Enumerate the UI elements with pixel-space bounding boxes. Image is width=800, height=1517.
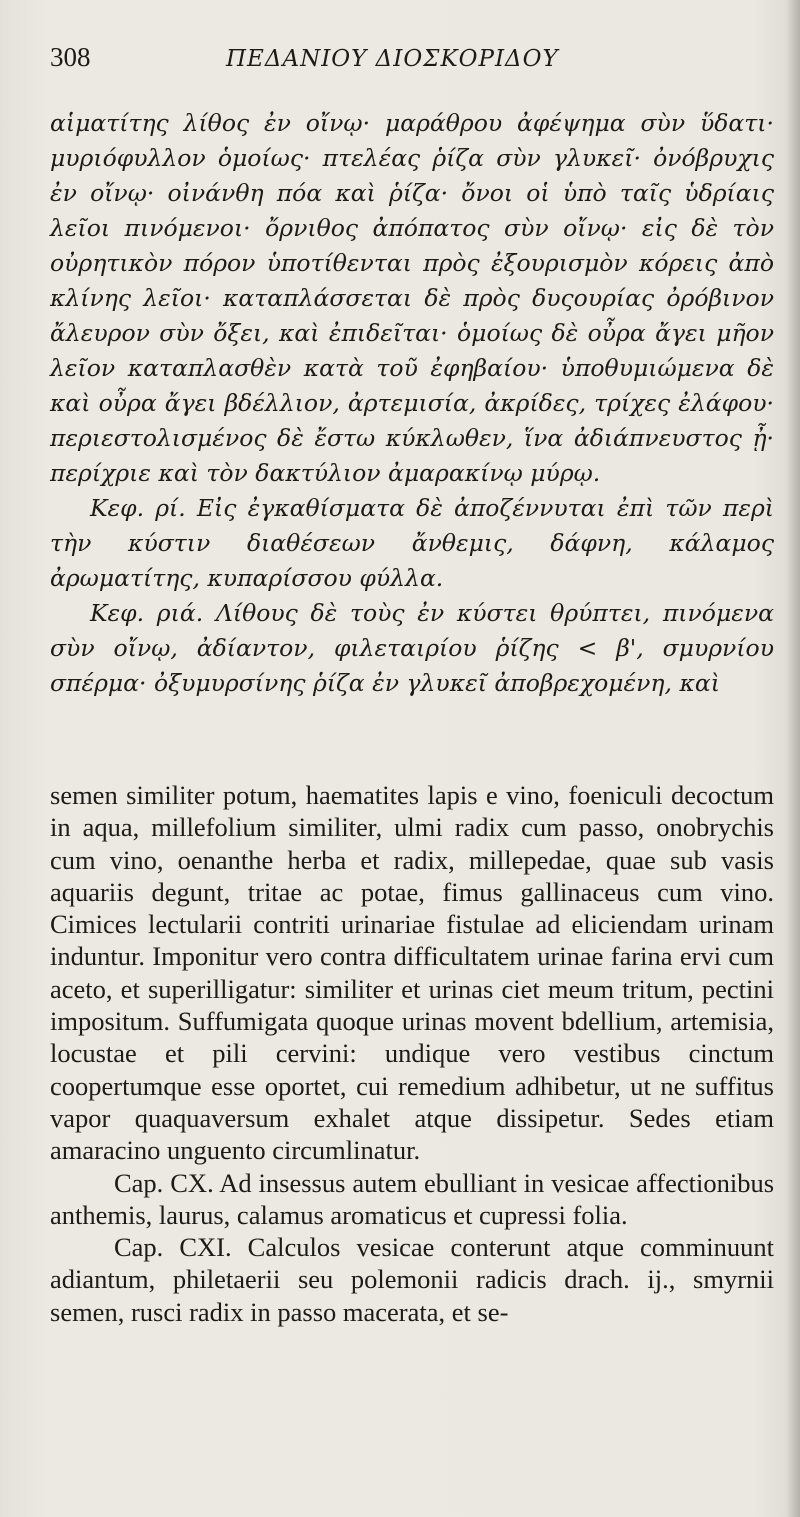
- latin-chapter-111-label: Cap. CXI.: [114, 1232, 232, 1263]
- latin-chapter-111: [50, 1231, 774, 1328]
- greek-chapter-110: [50, 491, 774, 596]
- greek-chapter-111-text: Λίθους δὲ τοὺς ἐν κύστει θρύπτει, πινόμενα σὺν οἴνῳ, ἀδίαντον, φιλεταιρίου ῥίζης < β', σμυρνίου σπέρμα· ὀξυμυρσίνης ῥίζα ἐν γλυκεῖ ἀποβρεχομένη, καὶ: [50, 599, 774, 697]
- section-gap: [50, 701, 774, 779]
- running-title: ΠΕΔΑΝΙΟΥ ΔΙΟΣΚΟΡΙΔΟΥ: [226, 46, 559, 72]
- greek-chapter-110-label: Κεφ. ρί.: [90, 494, 186, 522]
- greek-chapter-110-text: Εἰς ἐγκαθίσματα δὲ ἀποζέννυται ἐπὶ τῶν περὶ τὴν κύστιν διαθέσεων ἄνθεμις, δάφνη, κάλαμος ἀρωματίτης, κυπαρίσσου φύλλα.: [50, 494, 774, 592]
- page-number: 308: [50, 42, 91, 72]
- latin-chapter-110-label: Cap. CX.: [114, 1167, 214, 1198]
- greek-chapter-111: [50, 596, 774, 701]
- binding-shadow: [786, 0, 800, 1517]
- greek-paragraph: αἱματίτης λίθος ἐν οἴνῳ· μαράθρου ἀφέψημα σὺν ὕδατι· μυριόφυλλον ὁμοίως· πτελέας ῥίζα σὺν γλυκεῖ· ὀνόβρυχις ἐν οἴνῳ· οἰνάνθη πόα καὶ ῥίζα· ὄνοι οἱ ὑπὸ ταῖς ὑδρίαις λεῖοι πινόμενοι· ὄρνιθος ἀπόπατος σὺν οἴνῳ· εἰς δὲ τὸν οὐρητικὸν πόρον ὑποτίθενται πρὸς ἐξουρισμὸν κόρεις ἀπὸ κλίνης λεῖοι· καταπλάσσεται δὲ πρὸς δυςουρίας ὀρόβινον ἄλευρον σὺν ὄξει, καὶ ἐπιδεῖται· ὁμοίως δὲ οὖρα ἄγει μῆον λεῖον καταπλασθὲν κατὰ τοῦ ἐφηβαίου· ὑποθυμιώμενα δὲ καὶ οὖρα ἄγει βδέλλιον, ἀρτεμισία, ἀκρίδες, τρίχες ἐλάφου· περιεστολισμένος δὲ ἔστω κύκλωθεν, ἵνα ἀδιάπνευστος ᾖ· περίχριε καὶ τὸν δακτύλιον ἀμαρακίνῳ μύρῳ.: [50, 109, 774, 487]
- latin-chapter-110: [50, 1167, 774, 1232]
- latin-text-block: [50, 779, 774, 1328]
- latin-chapter-110-text: Ad insessus autem ebulliant in vesicae affectionibus anthemis, laurus, calamus aromaticus et cupressi folia.: [50, 1167, 775, 1230]
- greek-text-block: [50, 106, 774, 701]
- running-head: [50, 38, 774, 84]
- latin-chapter-111-text: Calculos vesicae conterunt atque comminuunt adiantum, philetaerii seu polemonii radicis drach. ij., smyrnii semen, rusci radix in passo macerata, et se-: [50, 1232, 774, 1327]
- greek-chapter-111-label: Κεφ. ριά.: [90, 599, 204, 627]
- latin-paragraph: semen similiter potum, haematites lapis e vino, foeniculi decoctum in aqua, millefolium similiter, ulmi radix cum passo, onobrychis cum vino, oenanthe herba et radix, millepedae, quae sub vasis aquariis degunt, tritae ac potae, fimus gallinaceus cum vino. Cimices lectularii contriti urinariae fistulae ad eliciendam urinam induntur. Imponitur vero contra difficultatem urinae farina ervi cum aceto, et superilligatur: similiter et urinas ciet meum tritum, pectini impositum. Suffumigata quoque urinas movent bdellium, artemisia, locustae et pili cervini: undique vero vestibus cinctum coopertumque esse oportet, cui remedium adhibetur, ut ne suffitus vapor quaquaversum exhalet atque dissipetur. Sedes etiam amaracino unguento circumlinatur.: [50, 780, 774, 1166]
